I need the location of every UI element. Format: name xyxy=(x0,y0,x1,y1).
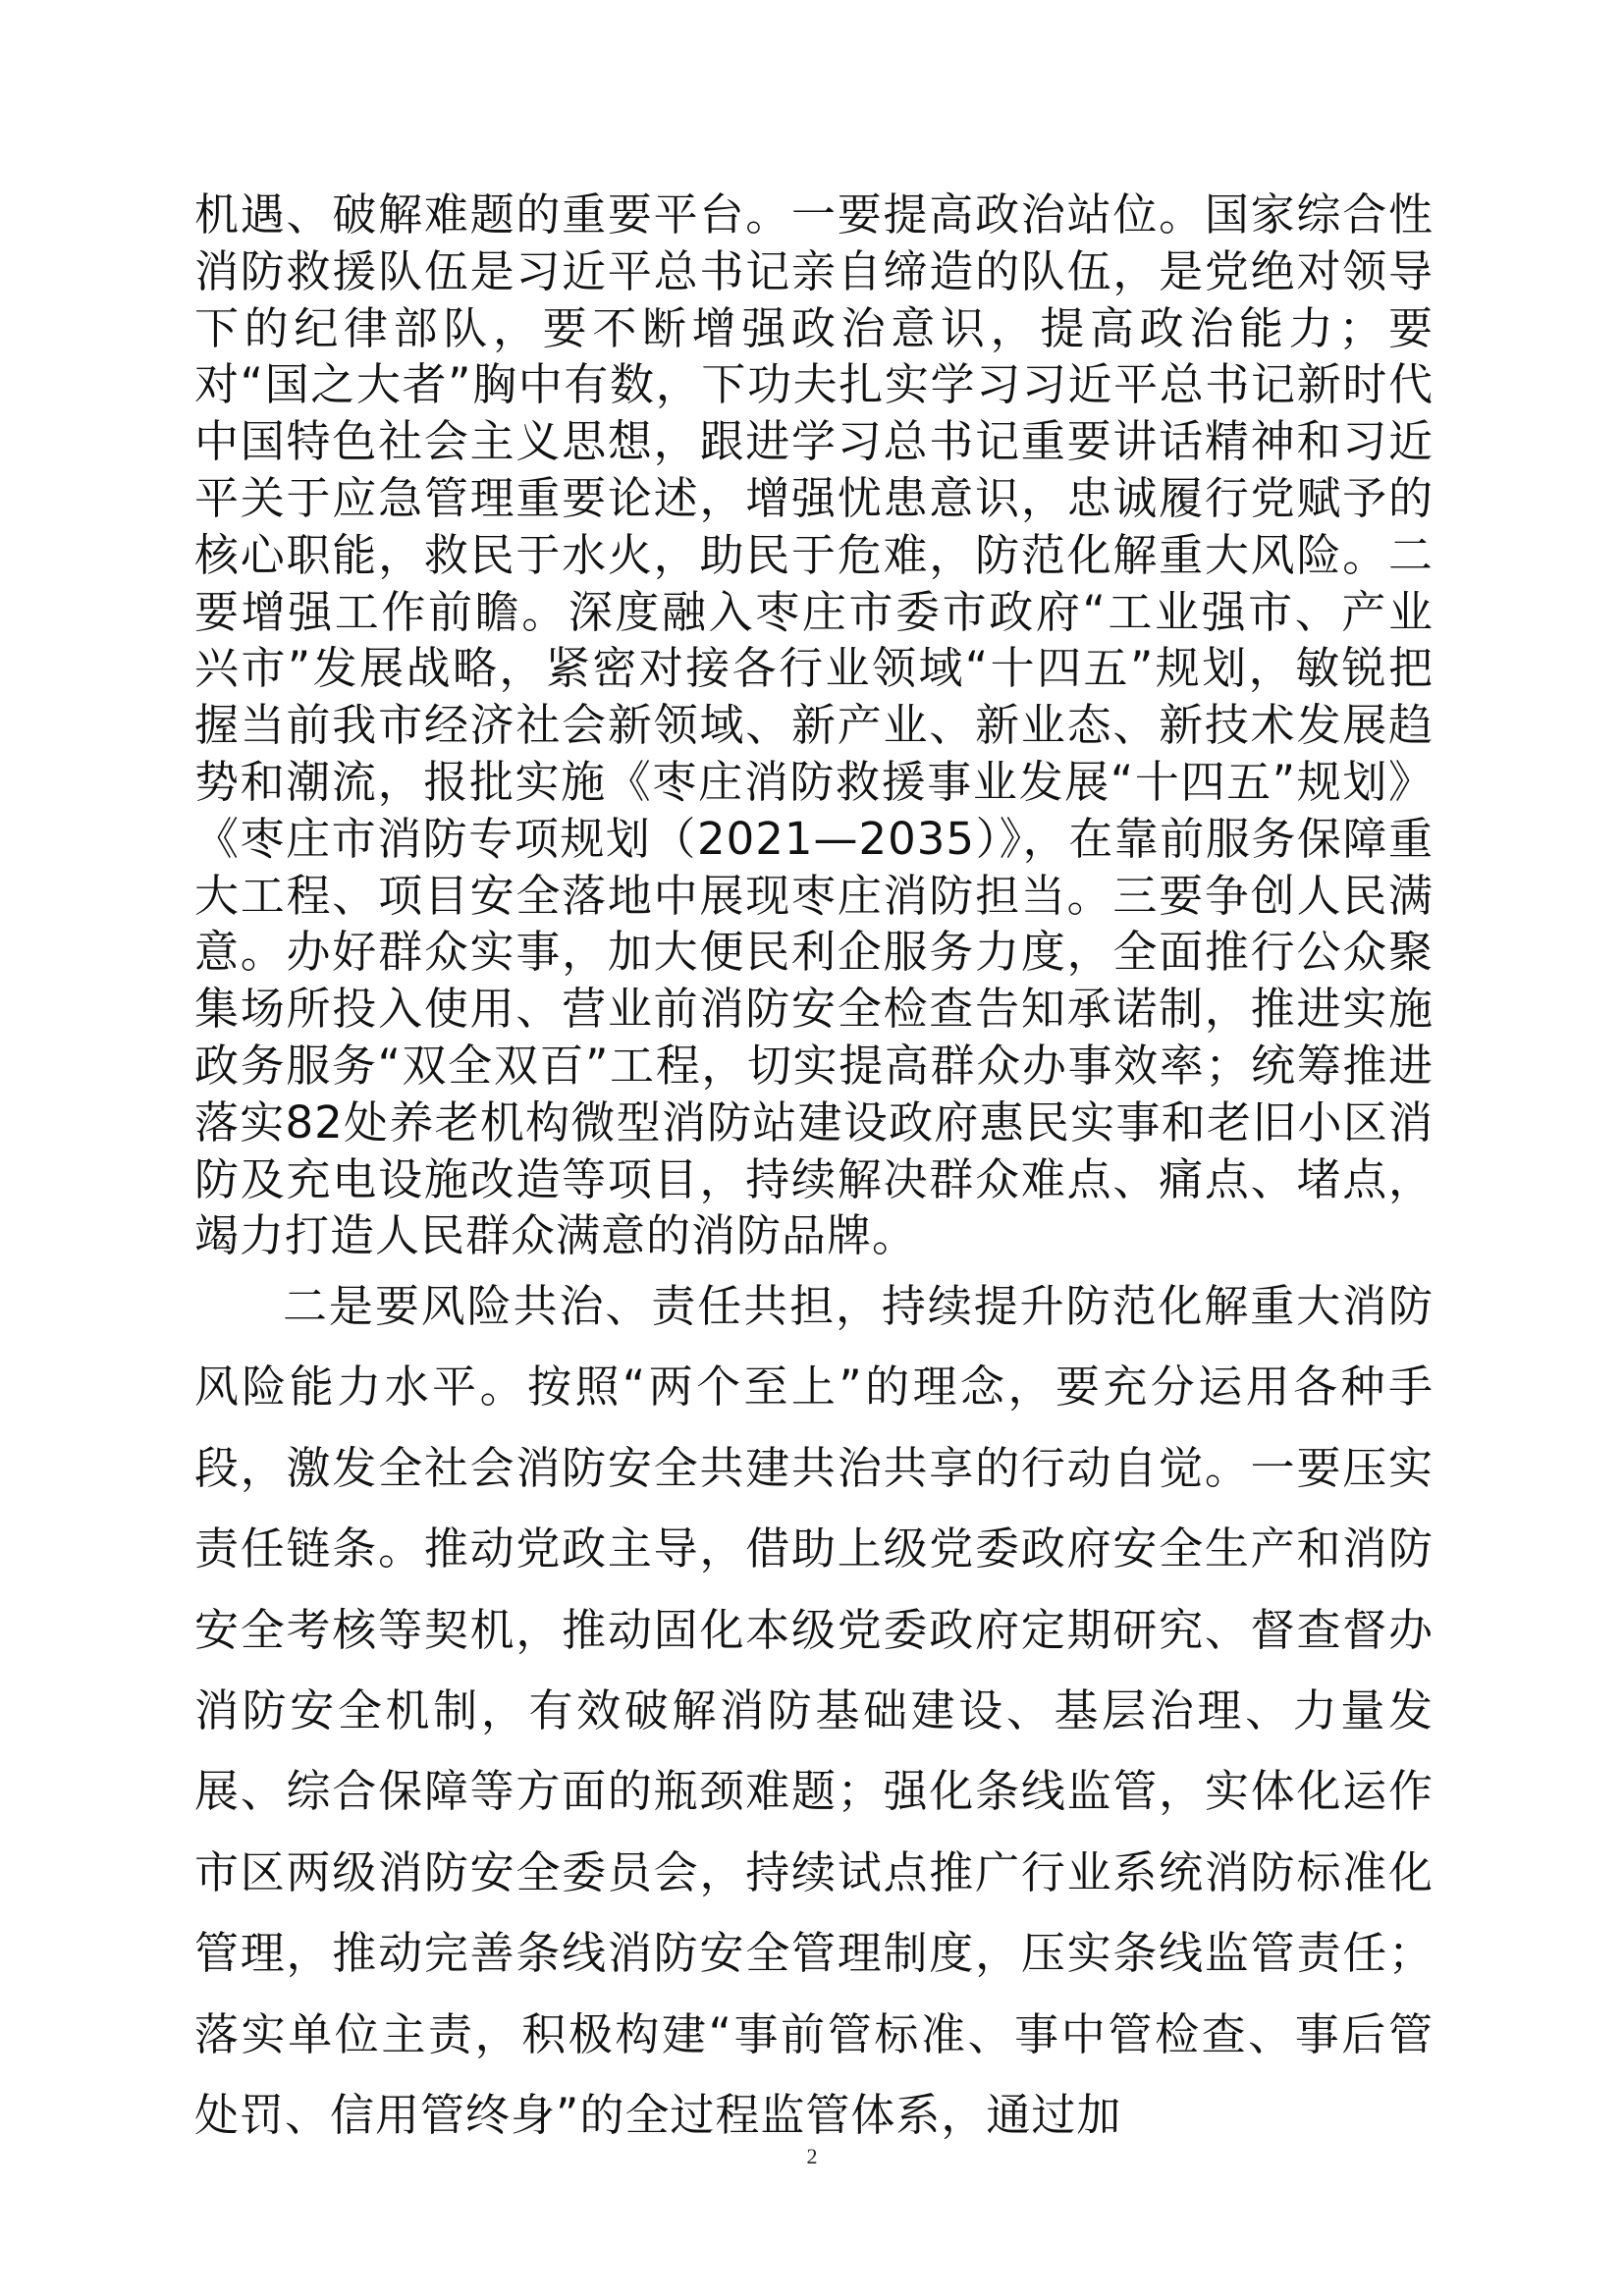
body-paragraph: 二是要风险共治、责任共担，持续提升防范化解重大消防风险能力水平。按照“两个至上”的理念，要充分运用各种手段，激发全社会消防安全共建共治共享的行动自觉。一要压实责任链条。推动党政主导，借助上级党委政府安全生产和消防安全考核等契机，推动固化本级党委政府定期研究、督查督办消防安全机制，有效破解消防基础建设、基层治理、力量发展、综合保障等方面的瓶颈难题；强化条线监管，实体化运作市区两级消防安全委员会，持续试点推广行业系统消防标准化管理，推动完善条线消防安全管理制度，压实条线监管责任；落实单位主责，积极构建“事前管标准、事中管检查、事后管处罚、信用管终身”的全过程监管体系，通过加 xyxy=(194,1280,1434,2142)
body-paragraph: 机遇、破解难题的重要平台。一要提高政治站位。国家综合性消防救援队伍是习近平总书记亲自缔造的队伍，是党绝对领导下的纪律部队，要不断增强政治意识，提高政治能力；要对“国之大者”胸中有数，下功夫扎实学习习近平总书记新时代中国特色社会主义思想，跟进学习总书记重要讲话精神和习近平关于应急管理重要论述，增强忧患意识，忠诚履行党赋予的核心职能，救民于水火，助民于危难，防范化解重大风险。二要增强工作前瞻。深度融入枣庄市委市政府“工业强市、产业兴市”发展战略，紧密对接各行业领域“十四五”规划，敏锐把握当前我市经济社会新领域、新产业、新业态、新技术发展趋势和潮流，报批实施《枣庄消防救援事业发展“十四五”规划》《枣庄市消防专项规划（2021—2035）》，在靠前服务保障重大工程、项目安全落地中展现枣庄消防担当。三要争创人民满意。办好群众实事，加大便民利企服务力度，全面推行公众聚集场所投入使用、营业前消防安全检查告知承诺制，推进实施政务服务“双全双百”工程，切实提高群众办事效率；统筹推进落实82处养老机构微型消防站建设政府惠民实事和老旧小区消防及充电设施改造等项目，持续解决群众难点、痛点、堵点，竭力打造人民群众满意的消防品牌。 xyxy=(194,188,1434,1262)
page-number: 2 xyxy=(806,2144,818,2168)
